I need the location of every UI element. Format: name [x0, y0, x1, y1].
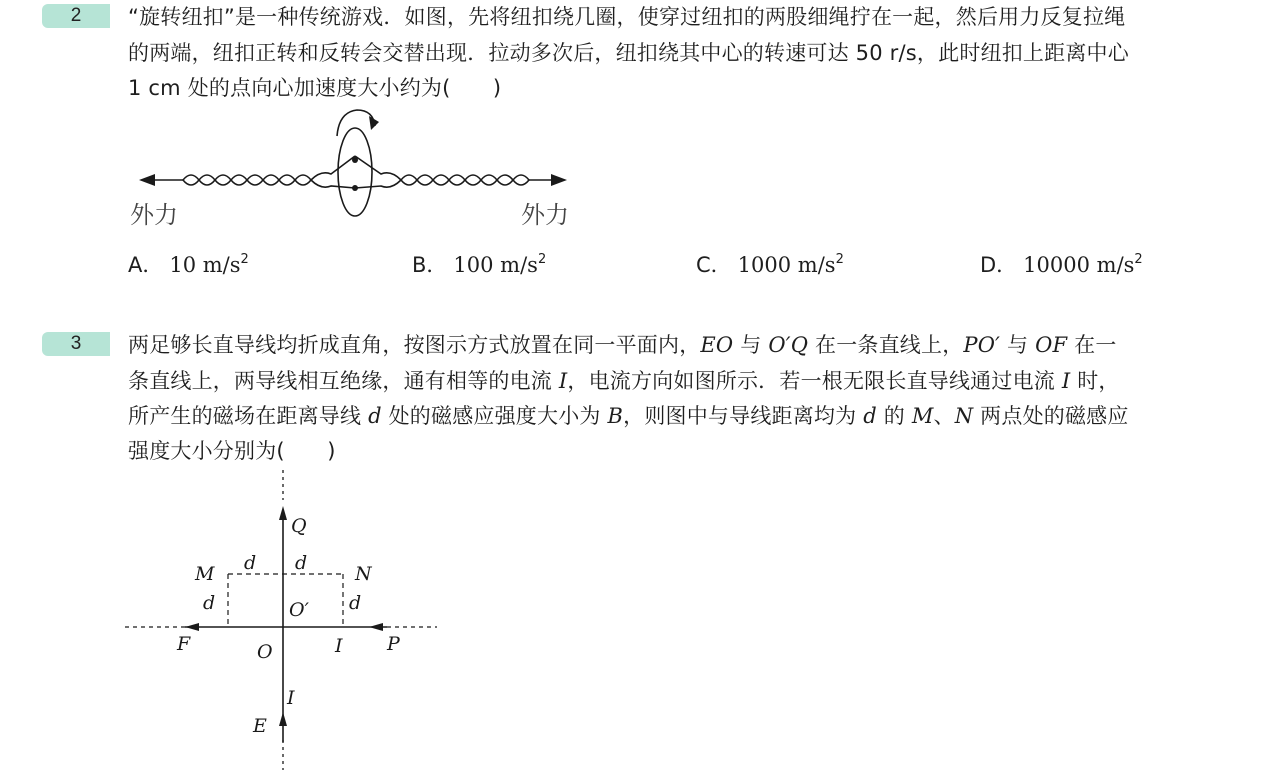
label-d: d [203, 592, 216, 614]
force-label-left: 外力 [130, 201, 178, 229]
question-number-badge: 2 [42, 4, 110, 28]
force-label-right: 外力 [521, 201, 569, 229]
arrow-left-icon [369, 623, 383, 631]
option-b[interactable]: B． 100 $m/s^2$ [412, 252, 547, 277]
label-f: F [177, 633, 191, 655]
label-e: E [253, 715, 267, 737]
option-a[interactable]: A． 10 $m/s^2$ [128, 252, 249, 277]
q2-text-line-2: 的两端，纽扣正转和反转会交替出现．拉动多次后，纽扣绕其中心的转速可达 50 r/s，此时纽扣上距离中心 [128, 41, 1129, 65]
label-m: M [195, 563, 215, 585]
q3-text-line-3: 所产生的磁场在距离导线 d 处的磁感应强度大小为 B，则图中与导线距离均为 d 的 M、N 两点处的磁感应 [128, 404, 1129, 428]
label-d: d [244, 552, 257, 574]
arrow-left-icon [185, 623, 199, 631]
wire-diagram [125, 470, 445, 770]
question-number-badge: 3 [42, 332, 110, 356]
arrow-up-icon [279, 712, 287, 726]
label-o: O [257, 641, 273, 663]
q2-text-line-1: “旋转纽扣”是一种传统游戏．如图，先将纽扣绕几圈，使穿过纽扣的两股细绳拧在一起，然后用力反复拉绳 [128, 5, 1126, 29]
label-i: I [287, 687, 295, 709]
label-p: P [387, 633, 400, 655]
q2-text-line-3: 1 cm 处的点向心加速度大小约为( ) [128, 76, 502, 100]
label-q: Q [291, 515, 307, 537]
q3-text-line-1: 两足够长直导线均折成直角，按图示方式放置在同一平面内，EO 与 O′Q 在一条直线上，PO′ 与 OF 在一 [128, 333, 1117, 357]
label-i: I [335, 635, 343, 657]
spinning-button-figure [125, 108, 585, 233]
option-c[interactable]: C． 1000 $m/s^2$ [696, 252, 844, 277]
label-o-prime: O′ [289, 599, 309, 621]
label-d: d [295, 552, 308, 574]
option-d[interactable]: D． 10000 $m/s^2$ [980, 252, 1143, 277]
q3-text-line-2: 条直线上，两导线相互绝缘，通有相等的电流 I，电流方向如图所示．若一根无限长直导线通过电流 I 时， [128, 369, 1120, 393]
arrow-up-icon [279, 506, 287, 520]
q3-text-line-4: 强度大小分别为( ) [128, 439, 336, 463]
label-d: d [349, 592, 362, 614]
label-n: N [355, 563, 372, 585]
